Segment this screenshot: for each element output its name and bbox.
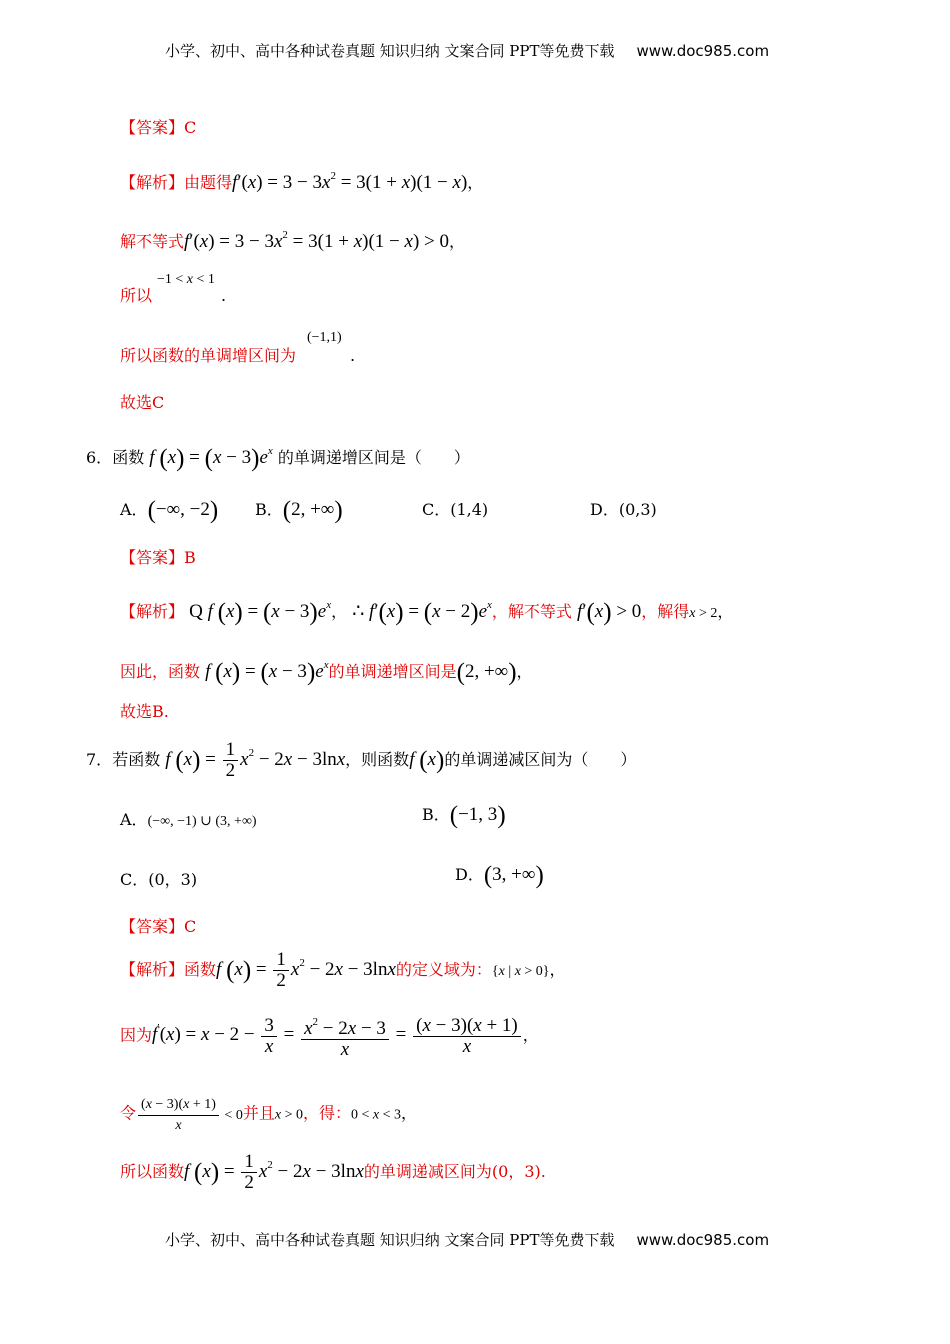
- q7-answer: 【答案】C: [120, 917, 197, 936]
- q6-option-b[interactable]: [255, 497, 343, 524]
- q6-number: 6．: [86, 448, 113, 467]
- q6-option-a-label: A．: [120, 500, 148, 519]
- q7-line3-fraction: $\frac{(x - 3)(x + 1)}{x}$ < 0: [136, 1108, 243, 1123]
- q7-line4-prefix: 所以函数: [120, 1161, 185, 1181]
- q7-option-b-label: B．: [422, 805, 450, 824]
- q6-stem-prefix: 函数: [112, 448, 145, 467]
- q7-option-a-formula: (−∞, −1) ∪ (3, +∞): [147, 814, 257, 829]
- page-footer: [165, 1229, 769, 1250]
- q7-option-c[interactable]: C．(0，3): [120, 870, 198, 889]
- q7-line3-result: 0 < x < 3: [350, 1107, 402, 1123]
- q7-stem-mid: ，则函数: [345, 749, 410, 769]
- q6-line2-mid: 的单调递增区间是: [328, 662, 457, 681]
- q6-analysis-line2: 因此，函数 f $(x) = (x - 3)e^x$的单调递增区间是(2, +∞)，: [120, 659, 533, 686]
- footer-url[interactable]: www.doc985.com: [636, 1231, 770, 1249]
- q7-number: 7．: [86, 749, 113, 769]
- q6-option-b-label: B．: [255, 500, 283, 519]
- q7-analysis-line3: 令 $\frac{(x - 3)(x + 1)}{x}$ < 0并且x > 0，得：0 < x < 3，: [120, 1097, 418, 1133]
- q7-line3-prefix: 令: [120, 1103, 137, 1123]
- q7-line3-mid: 并且: [242, 1103, 275, 1123]
- q7-analysis-label: 【解析】: [120, 959, 185, 979]
- q6-analysis-formula3: f′(x) > 0: [577, 599, 642, 626]
- q5-analysis-line4: 所以函数的单调增区间为: [120, 346, 297, 365]
- q7-line2-text: 因为: [120, 1025, 153, 1045]
- q5-analysis-intro: 由题得: [184, 173, 233, 192]
- q7-domain-set: {x | x > 0}: [491, 963, 550, 979]
- header-url[interactable]: www.doc985.com: [636, 42, 770, 60]
- q7-option-d-formula: (3, +∞): [483, 862, 544, 889]
- q5-analysis-line1: 【解析】由题得$f'(x) = 3 - 3x^2 = 3(1 + x)(1 - x)$，: [120, 170, 484, 193]
- q6-step1: ，解不等式: [491, 602, 572, 621]
- q7-option-a[interactable]: [120, 810, 257, 832]
- q6-option-b-formula: (2, +∞): [282, 497, 343, 524]
- q6-option-a[interactable]: [120, 497, 219, 524]
- q5-line2-text: 解不等式: [120, 232, 185, 251]
- q7-stem-suffix: 的单调递减区间为（ ）: [444, 749, 637, 769]
- q6-analysis-line1: 【解析】 Q f $(x) = (x - 3)e^x$， ∴ $f'(x) = (x - 2)e^x$，解不等式 f′(x) > 0，解得x > 2，: [120, 599, 734, 626]
- q7-line4-function: f (x) = $\frac{1}{2}$ $x^2 - 2x - 3\ln x$: [184, 1151, 364, 1193]
- q6-line2-formula: f $(x) = (x - 3)e^x$: [205, 659, 329, 686]
- q5-answer: 【答案】C: [120, 118, 197, 137]
- q7-analysis-line4: [120, 1152, 546, 1193]
- q7-option-d[interactable]: [455, 862, 544, 889]
- q7-analysis-intro: 函数: [184, 959, 217, 979]
- q6-line2-prefix: 因此，函数: [120, 662, 201, 681]
- q6-analysis-label: 【解析】: [120, 602, 185, 621]
- q7-option-b[interactable]: [422, 802, 506, 829]
- page-header: [165, 40, 769, 61]
- q5-analysis-label: 【解析】: [120, 173, 185, 192]
- q6-option-c[interactable]: C．(1,4): [422, 500, 489, 519]
- q7-fx: f (x): [409, 746, 445, 774]
- q7-derivative-formula: f′(x) = x − 2 − $\frac{3}{x}$ = $\frac{x^2 - 2x - 3}{x}$ = $\frac{(x - 3)(x + 1)}{x}$: [152, 1024, 523, 1045]
- q5-analysis-line2: 解不等式$f'(x) = 3 - 3x^2 = 3(1 + x)(1 - x) > 0$，: [120, 229, 465, 252]
- q6-stem: [86, 441, 470, 472]
- q7-stem-prefix: 若函数: [112, 749, 161, 769]
- q6-option-d[interactable]: D．(0,3): [590, 500, 657, 519]
- q6-analysis-formula2: ∴ $f'(x) = (x - 2)e^x$: [352, 599, 492, 626]
- q7-analysis-function: f (x) = $\frac{1}{2}$ $x^2 - 2x - 3\ln x$: [216, 949, 396, 991]
- q6-analysis-formula4: x > 2: [689, 606, 718, 621]
- header-text: 小学、初中、高中各种试卷真题 知识归纳 文案合同 PPT等免费下载: [165, 42, 615, 60]
- q7-line3-get: ，得：: [302, 1103, 351, 1123]
- q5-line4-period: .: [350, 346, 356, 365]
- q6-function-formula: f $(x) = (x - 3)e^x$: [149, 445, 273, 472]
- q7-analysis-line1: 【解析】函数f (x) = $\frac{1}{2}$ $x^2 - 2x - 3\ln x$的定义域为：{x | x > 0}，: [120, 949, 566, 991]
- q5-conclusion: 故选C: [120, 393, 165, 412]
- q7-line4-suffix: 的单调递减区间为(0，3).: [363, 1161, 546, 1181]
- q7-domain-text: 的定义域为：: [395, 959, 492, 979]
- q7-option-a-label: A．: [120, 810, 148, 829]
- q5-derivative-formula: $f'(x) = 3 - 3x^2 = 3(1 + x)(1 - x)$: [232, 170, 468, 193]
- q5-line3-text: 所以: [120, 286, 153, 305]
- q7-option-b-formula: (−1, 3): [449, 802, 506, 829]
- q5-interval: (−1,1): [307, 330, 342, 345]
- q6-line2-interval: (2, +∞): [456, 659, 517, 686]
- q7-option-d-label: D．: [455, 865, 484, 884]
- q7-analysis-line2: 因为f′(x) = x − 2 − $\frac{3}{x}$ = $\frac{x^2 - 2x - 3}{x}$ = $\frac{(x - 3)(x + 1)}{x}$ ，: [120, 1012, 539, 1060]
- q5-line3-period: .: [221, 286, 227, 305]
- q5-analysis-line3: [120, 286, 152, 306]
- q6-step2: ，解得: [641, 602, 690, 621]
- q6-conclusion: 故选B.: [120, 702, 169, 721]
- q7-function-formula: f (x) = $\frac{1}{2}$ $x^2 - 2x - 3\ln x$: [165, 739, 346, 781]
- q6-option-a-formula: (−∞, −2): [147, 497, 219, 524]
- q6-stem-suffix: 的单调递增区间是（ ）: [277, 448, 470, 467]
- q7-stem: [86, 740, 636, 781]
- q6-analysis-formula1: Q f $(x) = (x - 3)e^x$: [189, 599, 332, 626]
- q6-answer: 【答案】B: [120, 548, 196, 567]
- footer-text: 小学、初中、高中各种试卷真题 知识归纳 文案合同 PPT等免费下载: [165, 1231, 615, 1249]
- q5-range-formula: −1 < x < 1: [157, 272, 215, 287]
- q7-line3-condition: x > 0: [274, 1107, 303, 1123]
- q5-inequality-formula: $f'(x) = 3 - 3x^2 = 3(1 + x)(1 - x) > 0$: [184, 229, 449, 252]
